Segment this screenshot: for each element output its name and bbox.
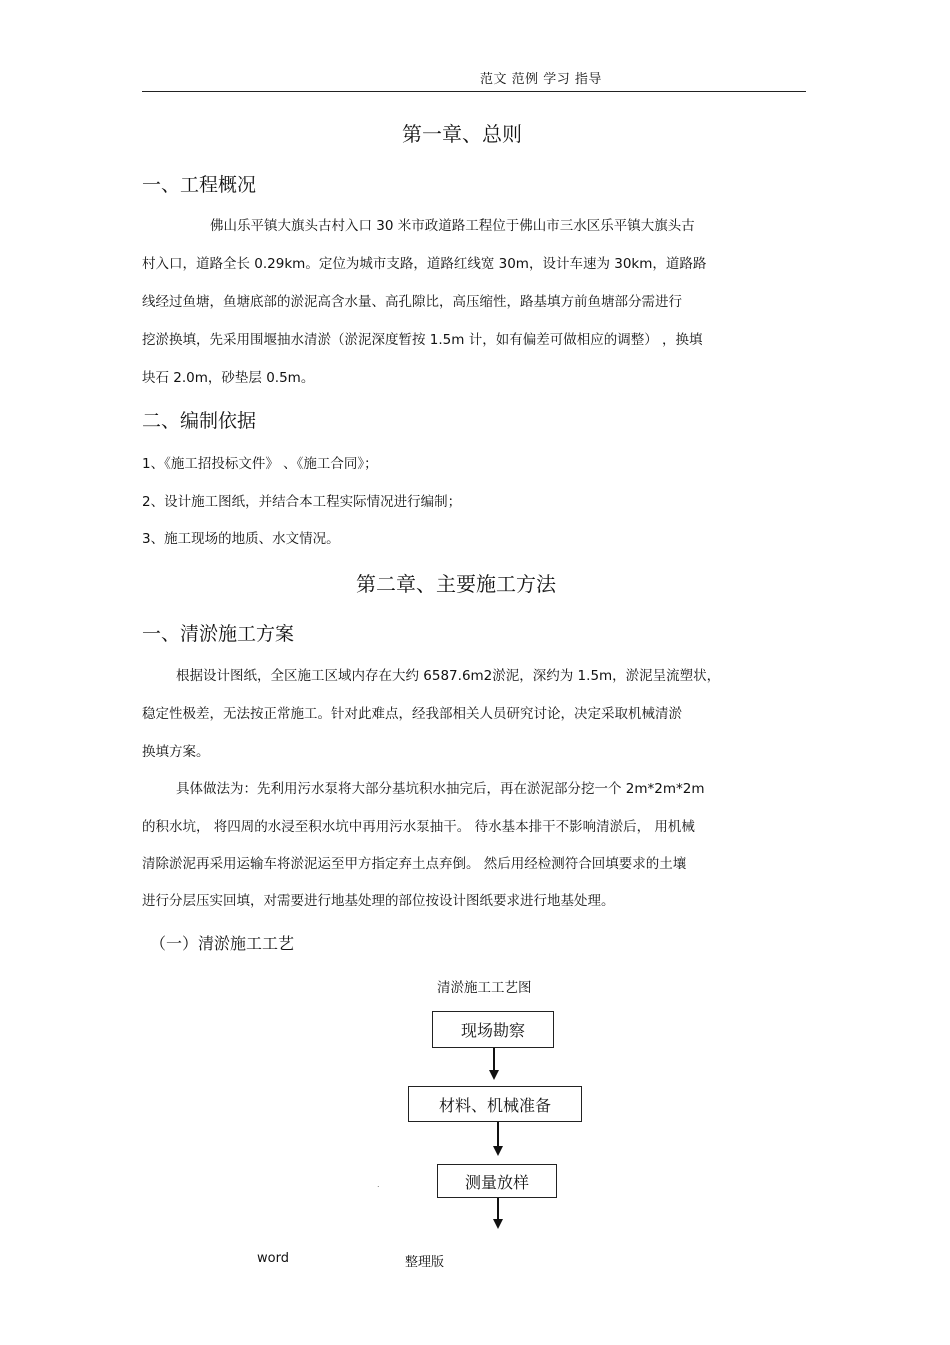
overview-line-2: 村入口，道路全长 0.29km。定位为城市支路，道路红线宽 30m，设计车速为 30km，道路路 — [142, 256, 707, 272]
section-basis-title: 二、编制依据 — [142, 410, 257, 432]
flow-arrow-2-line — [497, 1122, 499, 1147]
flow-step-prepare-label: 材料、机械准备 — [438, 1095, 551, 1115]
footer-left: word — [257, 1251, 289, 1266]
subsection-process-title: （一）清淤施工工艺 — [150, 934, 295, 953]
flow-step-layout-label: 测量放样 — [464, 1172, 529, 1192]
flow-arrow-1-line — [493, 1048, 495, 1071]
basis-item-1: 1、《施工招投标文件》 、《施工合同》； — [142, 456, 378, 472]
dredging-para2-line-2: 的积水坑， 将四周的水浸至积水坑中再用污水泵抽干。 待水基本排干不影响清淤后， 用机械 — [142, 819, 695, 835]
section-overview-title: 一、工程概况 — [142, 174, 257, 196]
basis-item-3: 3、施工现场的地质、水文情况。 — [142, 531, 340, 547]
flowchart-title: 清淤施工工艺图 — [437, 980, 532, 996]
stray-dot: . — [377, 1180, 380, 1189]
dredging-para2-line-3: 清除淤泥再采用运输车将淤泥运至甲方指定弃土点弃倒。 然后用经检测符合回填要求的土壤 — [142, 856, 687, 872]
overview-line-3: 线经过鱼塘，鱼塘底部的淤泥高含水量、高孔隙比，高压缩性，路基填方前鱼塘部分需进行 — [142, 294, 682, 310]
flow-arrow-1-head — [489, 1070, 499, 1080]
dredging-para2-line-1: 具体做法为：先利用污水泵将大部分基坑积水抽完后，再在淤泥部分挖一个 2m*2m*2m — [176, 781, 705, 797]
flow-step-prepare — [408, 1086, 582, 1122]
page-header: 范文 范例 学习 指导 — [480, 72, 602, 87]
dredging-para1-line-1: 根据设计图纸，全区施工区域内存在大约 6587.6m2淤泥，深约为 1.5m，淤泥呈流塑状， — [176, 668, 721, 684]
flow-arrow-2-head — [493, 1146, 503, 1156]
overview-line-4: 挖淤换填，先采用围堰抽水清淤（淤泥深度暂按 1.5m 计，如有偏差可做相应的调整） ，换填 — [142, 332, 703, 348]
flow-arrow-3-line — [497, 1198, 499, 1220]
dredging-para1-line-2: 稳定性极差，无法按正常施工。针对此难点，经我部相关人员研究讨论，决定采取机械清淤 — [142, 706, 682, 722]
footer-right: 整理版 — [405, 1255, 445, 1270]
section-dredging-title: 一、清淤施工方案 — [142, 623, 295, 645]
chapter-2-title: 第二章、主要施工方法 — [356, 572, 556, 596]
header-rule — [142, 91, 806, 92]
chapter-1-title: 第一章、总则 — [402, 122, 522, 146]
flow-step-survey — [432, 1011, 554, 1048]
dredging-para1-line-3: 换填方案。 — [142, 744, 210, 760]
flow-step-survey-label: 现场勘察 — [460, 1021, 525, 1040]
basis-item-2: 2、设计施工图纸，并结合本工程实际情况进行编制； — [142, 494, 462, 510]
overview-line-1: 佛山乐平镇大旗头古村入口 30 米市政道路工程位于佛山市三水区乐平镇大旗头古 — [210, 218, 695, 234]
dredging-para2-line-4: 进行分层压实回填，对需要进行地基处理的部位按设计图纸要求进行地基处理。 — [142, 893, 615, 909]
flow-arrow-3-head — [493, 1219, 503, 1229]
overview-line-5: 块石 2.0m，砂垫层 0.5m。 — [142, 370, 315, 386]
flow-step-layout — [437, 1164, 557, 1198]
